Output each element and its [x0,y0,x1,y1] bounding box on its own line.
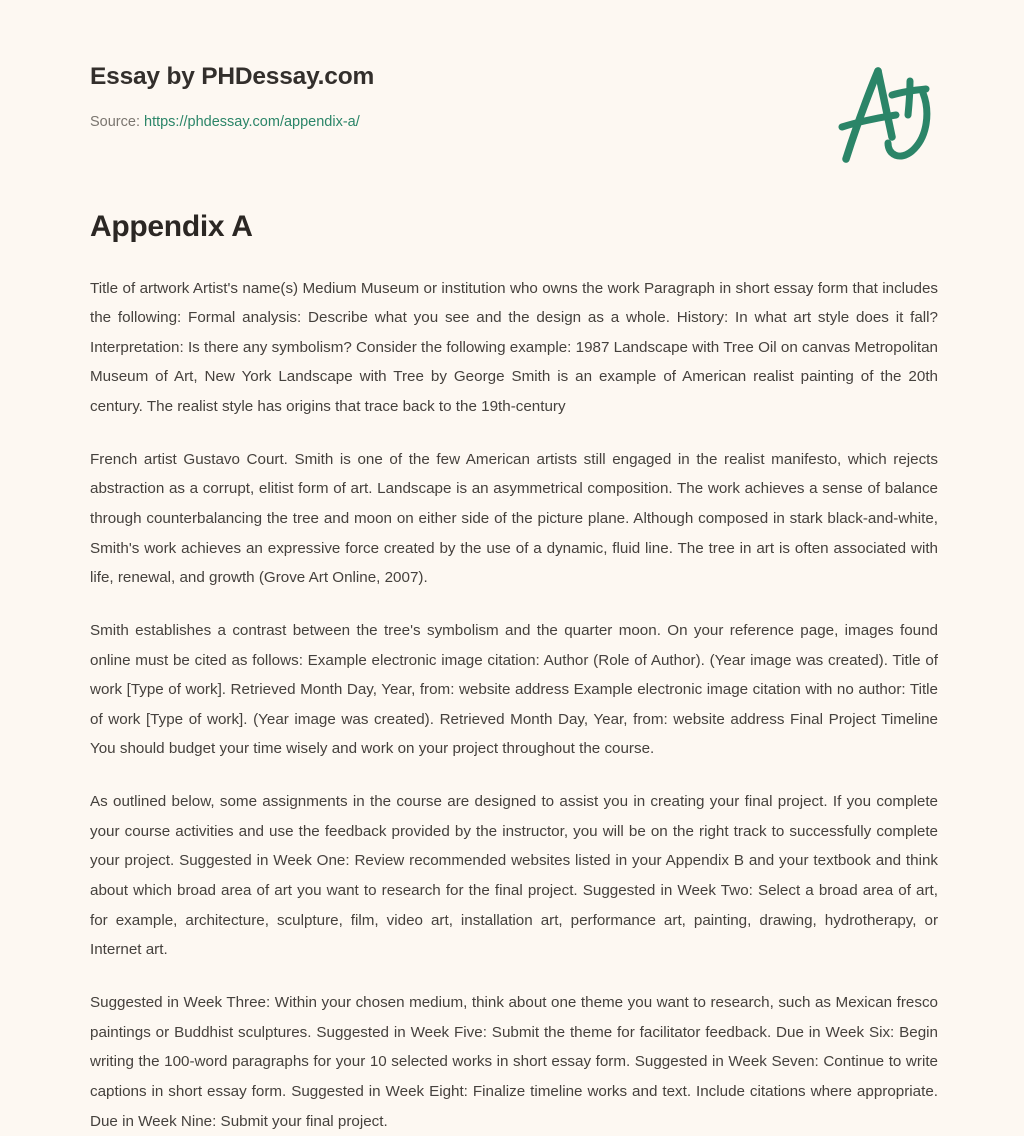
source-line [90,113,690,132]
brand-block [90,62,690,132]
source-url-link[interactable]: https://phdessay.com/appendix-a/ [144,114,360,130]
article-body [90,274,938,1136]
article-paragraph: As outlined below, some assignments in the course are designed to assist you in creating your final project. If you complete your course activities and use the feedback provided by the instructor, you will be on the right track to successfully complete your project. Suggested in Week One: Review recommended websites listed in your Appendix B and your textbook and think about which broad area of art you want to research for the final project. Suggested in Week Two: Select a broad area of art, for example, architecture, sculpture, film, video art, installation art, performance art, painting, drawing, hydrotherapy, or Internet art. [90,787,938,965]
article-paragraph: Smith establishes a contrast between the tree's symbolism and the quarter moon. On your reference page, images found online must be cited as follows: Example electronic image citation: Author (Role of Author). (Year image was created). Title of work [Type of work]. Retrieved Month Day, Year, from: website address Example electronic image citation with no author: Title of work [Type of work]. (Year image was created). Retrieved Month Day, Year, from: website address Final Project Timeline You should budget your time wisely and work on your project throughout the course. [90,616,938,764]
a-plus-logo-icon [822,55,942,175]
page-header [0,0,1024,200]
page-title: Appendix A [90,208,938,246]
article-paragraph: Suggested in Week Three: Within your chosen medium, think about one theme you want to research, such as Mexican fresco paintings or Buddhist sculptures. Suggested in Week Five: Submit the theme for facilitator feedback. Due in Week Six: Begin writing the 100-word paragraphs for your 10 selected works in short essay form. Suggested in Week Seven: Continue to write captions in short essay form. Suggested in Week Eight: Finalize timeline works and text. Include citations where appropriate. Due in Week Nine: Submit your final project. [90,988,938,1136]
a-plus-logo [822,55,942,175]
article-paragraph: Title of artwork Artist's name(s) Medium Museum or institution who owns the work Paragraph in short essay form that includes the following: Formal analysis: Describe what you see and the design as a whole. History: In what art style does it fall? Interpretation: Is there any symbolism? Consider the following example: 1987 Landscape with Tree Oil on canvas Metropolitan Museum of Art, New York Landscape with Tree by George Smith is an example of American realist painting of the 20th century. The realist style has origins that trace back to the 19th-century [90,274,938,422]
article [90,208,938,1136]
article-paragraph: French artist Gustavo Court. Smith is one of the few American artists still engaged in the realist manifesto, which rejects abstraction as a corrupt, elitist form of art. Landscape is an asymmetrical composition. The work achieves a sense of balance through counterbalancing the tree and moon on either side of the picture plane. Although composed in stark black-and-white, Smith's work achieves an expressive force created by the use of a dynamic, fluid line. The tree in art is often associated with life, renewal, and growth (Grove Art Online, 2007). [90,445,938,593]
source-label: Source: [90,114,144,130]
brand-title: Essay by PHDessay.com [90,62,690,91]
